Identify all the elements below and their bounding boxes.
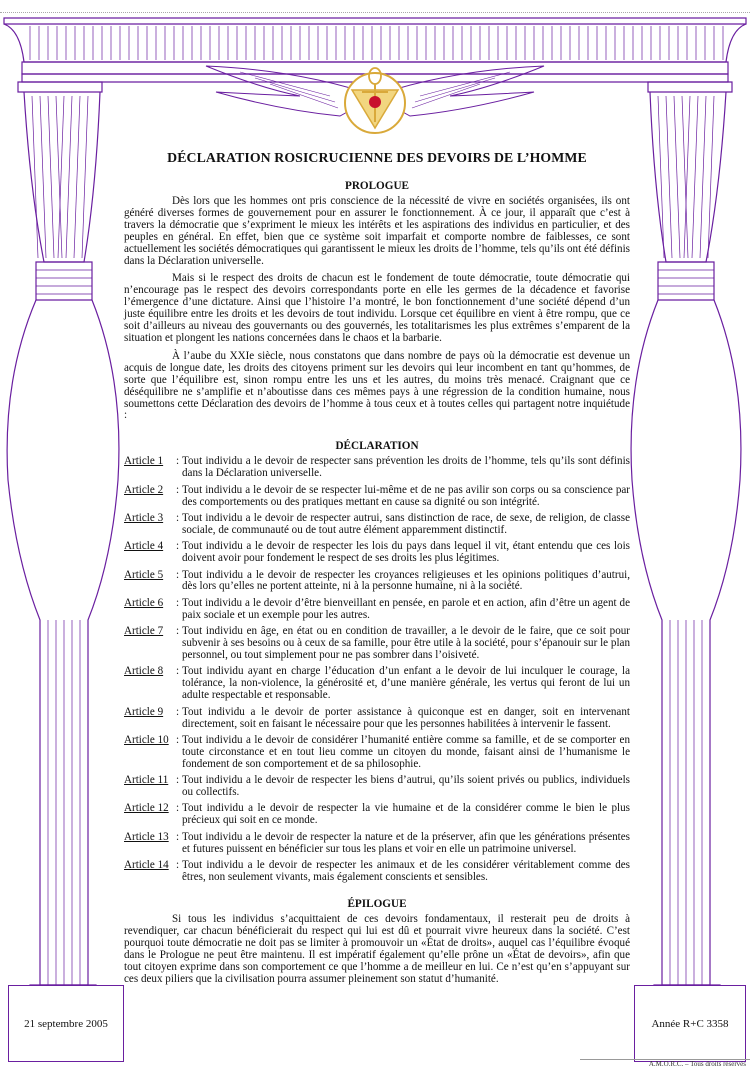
article-text: Tout individu a le devoir de respecter la nature et de la préserver, afin que les générations présentes et futures puissent en bénéficier sur tous les plans et voir en elle un patrimoine universel. <box>182 830 630 855</box>
article-colon: : <box>176 802 180 815</box>
article-item <box>124 598 630 622</box>
date-text: 21 septembre 2005 <box>24 1017 108 1030</box>
article-label: Article 13 <box>124 830 169 843</box>
article-colon: : <box>176 455 180 468</box>
article-colon: : <box>176 859 180 872</box>
article-label: Article 2 <box>124 483 164 496</box>
article-label: Article 11 <box>124 774 169 787</box>
article-item <box>124 541 630 565</box>
article-label: Article 1 <box>124 455 164 468</box>
year-text: Année R+C 3358 <box>651 1017 729 1030</box>
article-item <box>124 707 630 731</box>
article-item <box>124 485 630 509</box>
winged-emblem <box>206 66 544 133</box>
article-label: Article 14 <box>124 859 169 872</box>
article-colon: : <box>176 625 180 638</box>
copyright-footer: A.M.O.R.C. – Tous droits réservés <box>648 1060 746 1068</box>
rose-icon <box>369 96 381 108</box>
article-colon: : <box>176 774 180 787</box>
article-item <box>124 775 630 799</box>
article-text: Tout individu a le devoir de respecter sans prévention les droits de l’homme, tels qu’ils sont définis dans la Déclaration universelle. <box>182 455 630 480</box>
article-item <box>124 626 630 662</box>
article-label: Article 8 <box>124 665 164 678</box>
article-colon: : <box>176 830 180 843</box>
article-text: Tout individu a le devoir de considérer l’humanité entière comme sa famille, et de se comporter en toute circonstance et en tout lieu comme un citoyen du monde, faisant ainsi de l’humanisme le fondement de son comportement et de sa philosophie. <box>182 733 630 770</box>
article-colon: : <box>176 483 180 496</box>
article-text: Tout individu a le devoir de respecter les lois du pays dans lequel il vit, étant entendu que ces lois doivent avoir pour fondement le respect de ses droits les plus légitimes. <box>182 540 630 565</box>
document-title: DÉCLARATION ROSICRUCIENNE DES DEVOIRS DE L’HOMME <box>167 150 587 165</box>
article-item <box>124 666 630 702</box>
article-item <box>124 832 630 856</box>
article-text: Tout individu en âge, en état ou en condition de travailler, a le devoir de le faire, que ce soit pour subvenir à ses besoins ou à ceux de sa famille, pour être utile à la société, pour s’épanouir sur le plan personnel, ou tout simplement pour ne pas sombrer dans l’oisiveté. <box>182 625 630 661</box>
article-label: Article 6 <box>124 596 164 609</box>
epilogue-heading: ÉPILOGUE <box>347 898 407 911</box>
article-colon: : <box>176 540 180 553</box>
article-label: Article 12 <box>124 802 169 815</box>
article-colon: : <box>176 665 180 678</box>
article-item <box>124 570 630 594</box>
article-text: Tout individu a le devoir de respecter les animaux et de les considérer véritablement comme des êtres, non seulement vivants, mais également conscients et sensibles. <box>182 859 630 883</box>
article-text: Tout individu ayant en charge l’éducation d’un enfant a le devoir de lui inculquer le courage, la tolérance, la non-violence, la générosité et, d’une manière générale, les vertus qui feront de lui un adulte respectable et responsable. <box>182 665 630 702</box>
top-rule <box>0 12 750 13</box>
declaration-heading: DÉCLARATION <box>335 440 419 453</box>
year-box <box>634 985 746 1062</box>
article-item <box>124 803 630 827</box>
article-item <box>124 513 630 537</box>
prologue-heading: PROLOGUE <box>344 180 410 192</box>
article-label: Article 5 <box>124 568 164 581</box>
declaration-document <box>124 150 630 992</box>
article-label: Article 4 <box>124 540 164 553</box>
article-label: Article 9 <box>124 705 164 718</box>
date-box <box>8 985 124 1062</box>
article-colon: : <box>176 733 180 746</box>
article-item <box>124 860 630 884</box>
article-item <box>124 456 630 480</box>
article-colon: : <box>176 511 180 524</box>
article-colon: : <box>176 568 180 581</box>
article-text: Tout individu a le devoir de respecter les croyances religieuses et les opinions politiques d’autrui, dès lors qu’elles ne portent atteinte, ni à la personne humaine, ni à la société. <box>182 568 630 593</box>
articles-list <box>124 456 630 884</box>
article-text: Tout individu a le devoir de respecter autrui, sans distinction de race, de sexe, de religion, de classe sociale, de communauté ou de tout autre élément apparemment distinctif. <box>182 511 630 536</box>
article-label: Article 3 <box>124 511 164 524</box>
article-colon: : <box>176 596 180 609</box>
article-item <box>124 735 630 771</box>
article-text: Tout individu a le devoir de respecter les biens d’autrui, qu’ils soient privés ou publics, individuels ou collectifs. <box>182 774 630 799</box>
article-label: Article 10 <box>124 733 169 746</box>
article-text: Tout individu a le devoir d’être bienveillant en pensée, en parole et en action, afin d’être un agent de paix sociale et un exemple pour les autres. <box>182 596 630 621</box>
prologue-paragraph-3: À l’aube du XXIe siècle, nous constatons que dans nombre de pays où la démocratie est devenue un acquis de longue date, les droits des citoyens priment sur les devoirs qui leur incombent en tant qu’hommes, de sorte que l’équilibre est, sinon rompu entre les uns et les autres, du moins très menacé. Craignant que ce déséquilibre ne s’amplifie et n’aboutisse dans ces mêmes pays à une régression de la condition humaine, nous soumettons cette Déclaration des devoirs de l’homme à tous ceux et à toutes celles qui partagent notre inquiétude : <box>124 349 630 422</box>
prologue-paragraph-2: Mais si le respect des droits de chacun est le fondement de toute démocratie, toute démocratie qui n’encourage pas le respect des devoirs correspondants porte en elle les germes de la décadence et favorise l’émergence d’une dictature. Ainsi que l’histoire l’a montré, le bon fonctionnement d’une société dépend d’un juste équilibre entre les droits et les devoirs de tout individu. Lorsque cet équilibre en vient à être rompu, que ce soit d’ailleurs au niveau des gouvernants ou des gouvernés, les totalitarismes les plus extrêmes s’emparent de la situation et plongent les nations concernées dans le chaos et la barbarie. <box>124 272 630 344</box>
article-label: Article 7 <box>124 625 164 638</box>
article-text: Tout individu a le devoir de se respecter lui-même et de ne pas avilir son corps ou sa conscience par des comportements ou des pratiques mettant en cause sa dignité ou son intégrité. <box>182 483 630 508</box>
article-text: Tout individu a le devoir de porter assistance à quiconque est en danger, soit en intervenant directement, soit en faisant le nécessaire pour que les personnes habilitées à intervenir le fassent. <box>182 705 630 730</box>
epilogue-paragraph: Si tous les individus s’acquittaient de ces devoirs fondamentaux, il resterait peu de droits à revendiquer, car chacun bénéficierait du respect qui lui est dû et pourrait vivre heureux dans la société. C’est pourquoi toute démocratie ne doit pas se limiter à promouvoir un «État de droits», auquel cas l’équilibre évoqué dans le Prologue ne peut être maintenu. Il est impératif également qu’elle prône un «État de devoirs», afin que tout citoyen exprime dans son comportement ce que l’homme a de meilleur en lui. Ce n’est qu’en s’appuyant sur ces deux piliers que la civilisation pourra assumer pleinement son statut d’humanité. <box>124 913 630 985</box>
article-colon: : <box>176 705 180 718</box>
prologue-paragraph-1: Dès lors que les hommes ont pris conscience de la nécessité de vivre en sociétés organisées, ils ont généré diverses formes de gouvernement pour en assurer le fonctionnement. À ce jour, il apparaît que c’est à travers la démocratie que s’expriment le mieux les intérêts et les aspirations des individus en particulier, et des peuples en général. En effet, bien que ce système soit imparfait et comporte nombre de faiblesses, ce sont actuellement les sociétés démocratiques qui garantissent le mieux les droits de l’homme, tels qu’ils ont été définis dans la Déclaration universelle. <box>124 195 630 267</box>
article-text: Tout individu a le devoir de respecter la vie humaine et de la considérer comme le bien le plus précieux qui soit en ce monde. <box>182 802 630 827</box>
